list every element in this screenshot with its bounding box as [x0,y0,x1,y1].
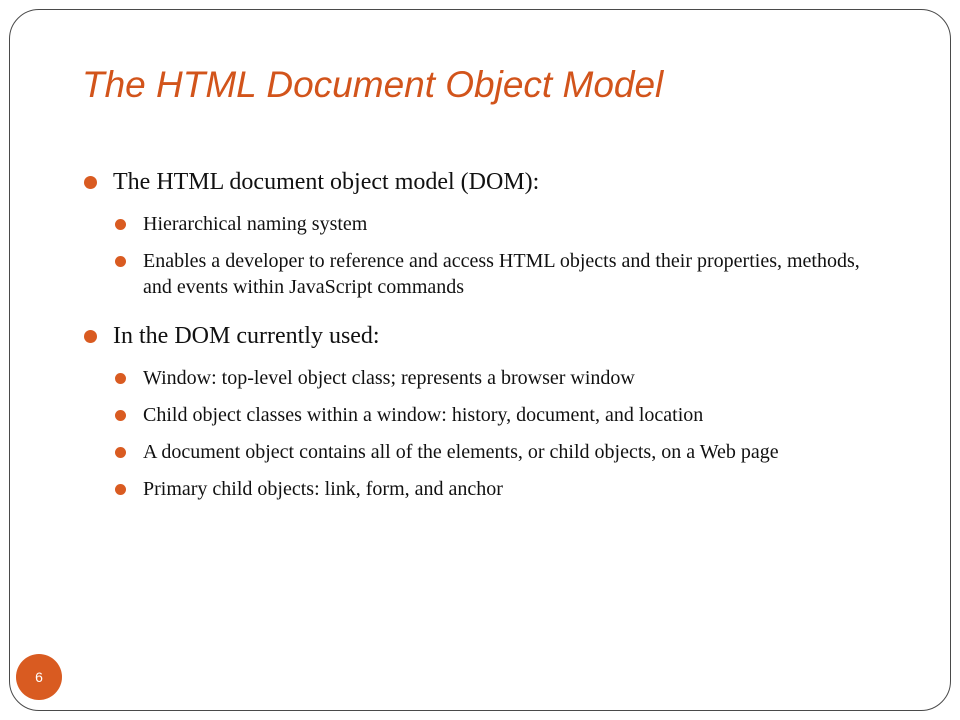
sub-bullet-text: Enables a developer to reference and access HTML objects and their properties, methods, and events within JavaScript commands [143,250,860,298]
slide-title: The HTML Document Object Model [82,64,664,105]
bullet-text: In the DOM currently used: [113,323,380,349]
sub-bullet-item [114,211,884,237]
bullet-item-dom-used [84,318,884,354]
sub-bullet-item [114,439,884,465]
bullet-dot-icon [115,447,126,458]
sub-bullet-item [114,476,884,502]
bullet-dot-icon [84,176,97,189]
slide-body [84,164,884,513]
bullet-item-dom [84,164,884,200]
sub-bullet-text: Hierarchical naming system [143,213,368,235]
bullet-dot-icon [115,410,126,421]
sub-bullet-item [114,248,884,300]
page-number: 6 [35,669,43,685]
bullet-dot-icon [115,373,126,384]
sub-bullet-text: Window: top-level object class; represents a browser window [143,367,635,389]
sub-bullet-text: Child object classes within a window: history, document, and location [143,404,704,426]
sub-bullet-item [114,365,884,391]
bullet-dot-icon [84,330,97,343]
sub-bullet-text: A document object contains all of the elements, or child objects, on a Web page [143,441,779,463]
sub-bullet-item [114,402,884,428]
page-number-badge [16,654,62,700]
bullet-dot-icon [115,484,126,495]
sub-bullet-text: Primary child objects: link, form, and anchor [143,478,503,500]
bullet-dot-icon [115,256,126,267]
bullet-dot-icon [115,219,126,230]
bullet-text: The HTML document object model (DOM): [113,169,540,195]
